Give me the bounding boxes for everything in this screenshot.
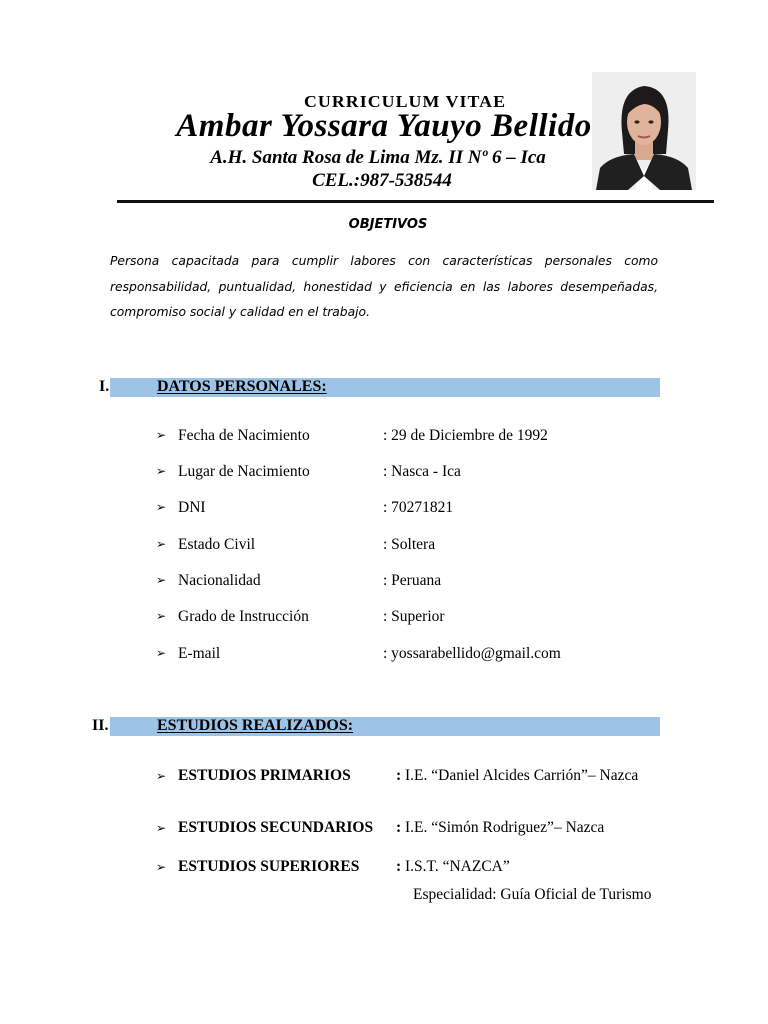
row-label: Fecha de Nacimiento — [178, 427, 310, 444]
row-label: ESTUDIOS PRIMARIOS — [178, 767, 351, 784]
studies-row-primary — [0, 767, 768, 789]
section-2-number: II. — [92, 717, 109, 734]
arrow-bullet-icon: ➢ — [156, 769, 167, 783]
arrow-bullet-icon: ➢ — [156, 500, 167, 514]
row-separator: : — [396, 858, 402, 875]
personal-row-dni — [0, 499, 768, 521]
row-label: ESTUDIOS SUPERIORES — [178, 858, 360, 875]
row-value: : Nasca - Ica — [383, 463, 461, 480]
row-value: I.S.T. “NAZCA” — [405, 858, 510, 875]
row-value: I.E. “Daniel Alcides Carrión”– Nazca — [405, 767, 639, 784]
row-value: : Superior — [383, 608, 445, 625]
personal-row-birthdate — [0, 427, 768, 449]
address-line: A.H. Santa Rosa de Lima Mz. II Nº 6 – Ica — [210, 147, 546, 168]
objectives-title: OBJETIVOS — [348, 217, 428, 232]
email-link[interactable]: : yossarabellido@gmail.com — [383, 645, 561, 662]
person-photo-icon — [592, 72, 696, 190]
section-2-title: ESTUDIOS REALIZADOS: — [157, 717, 354, 734]
personal-row-email — [0, 645, 768, 667]
arrow-bullet-icon: ➢ — [156, 464, 167, 478]
row-separator: : — [396, 819, 402, 836]
row-label: Grado de Instrucción — [178, 608, 309, 625]
row-label: Nacionalidad — [178, 572, 261, 589]
personal-row-birthplace — [0, 463, 768, 485]
arrow-bullet-icon: ➢ — [156, 537, 167, 551]
phone-line: CEL.:987-538544 — [312, 170, 452, 191]
row-value: : Soltera — [383, 536, 436, 553]
arrow-bullet-icon: ➢ — [156, 573, 167, 587]
personal-row-nationality — [0, 572, 768, 594]
personal-row-civil-status — [0, 536, 768, 558]
header-divider — [117, 200, 714, 203]
specialty-line: Especialidad: Guía Oficial de Turismo — [413, 886, 652, 903]
personal-row-education-level — [0, 608, 768, 630]
candidate-name: Ambar Yossara Yauyo Bellido — [176, 108, 592, 144]
row-label: DNI — [178, 499, 206, 516]
profile-photo — [592, 72, 696, 190]
arrow-bullet-icon: ➢ — [156, 609, 167, 623]
objectives-text: Persona capacitada para cumplir labores con características personales como responsabilidad, puntualidad, honestidad y eficiencia en las labores desempeñadas, compromiso social y calidad en el trabajo. — [110, 254, 658, 319]
arrow-bullet-icon: ➢ — [156, 428, 167, 442]
arrow-bullet-icon: ➢ — [156, 821, 167, 835]
section-1-title: DATOS PERSONALES: — [157, 378, 327, 395]
row-label: Estado Civil — [178, 536, 256, 553]
row-value: : 29 de Diciembre de 1992 — [383, 427, 548, 444]
section-1-number: I. — [99, 378, 110, 395]
row-value: : Peruana — [383, 572, 442, 589]
cv-label: CURRICULUM VITAE — [303, 92, 507, 111]
row-value: I.E. “Simón Rodriguez”– Nazca — [405, 819, 605, 836]
studies-row-secondary — [0, 819, 768, 841]
studies-row-higher — [0, 858, 768, 880]
arrow-bullet-icon: ➢ — [156, 646, 167, 660]
row-separator: : — [396, 767, 402, 784]
row-label: E-mail — [178, 645, 221, 662]
row-label: ESTUDIOS SECUNDARIOS — [178, 819, 374, 836]
arrow-bullet-icon: ➢ — [156, 860, 167, 874]
row-label: Lugar de Nacimiento — [178, 463, 310, 480]
row-value: : 70271821 — [383, 499, 454, 516]
